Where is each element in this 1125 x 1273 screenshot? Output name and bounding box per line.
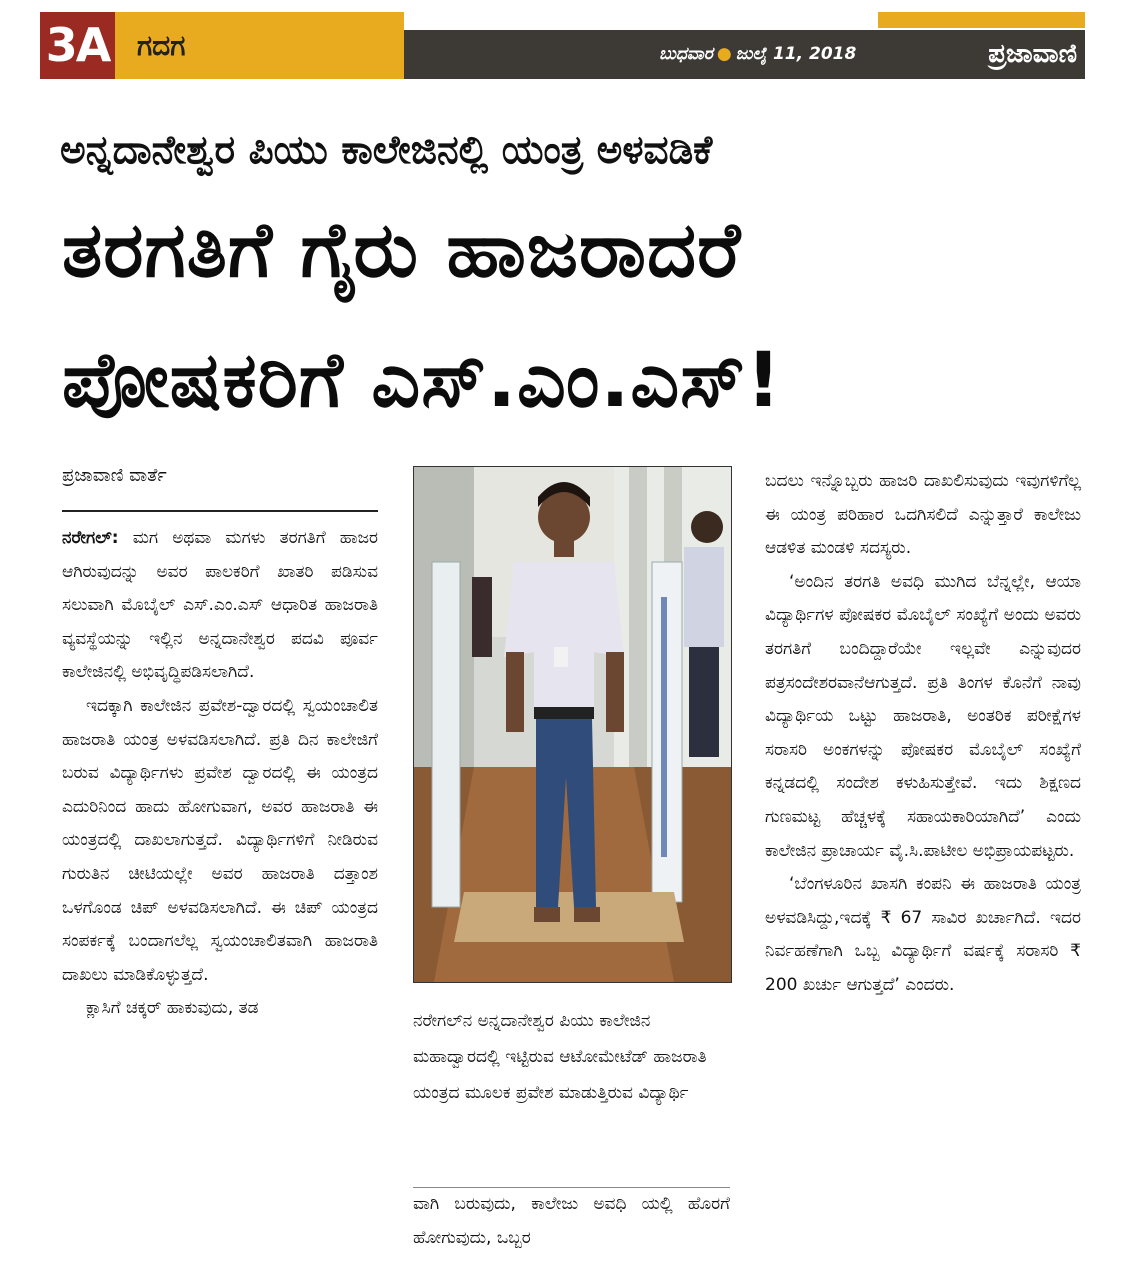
bullet-icon: ● [716,44,732,64]
article-photo [413,466,732,983]
paragraph: ಬದಲು ಇನ್ನೊಬ್ಬರು ಹಾಜರಿ ದಾಖಲಿಸುವುದು ಇವುಗಳಿಗೆಲ್ಲ ಈ ಯಂತ್ರ ಪರಿಹಾರ ಒದಗಿಸಲಿದೆ ಎನ್ನುತ್ತಾರೆ ಕಾಲೇಜು ಆಡಳಿತ ಮಂಡಳಿ ಸದಸ್ಯರು. [765,471,1081,559]
paragraph: ನರೇಗಲ್: ಮಗ ಅಥವಾ ಮಗಳು ತರಗತಿಗೆ ಹಾಜರ ಆಗಿರುವುದನ್ನು ಅವರ ಪಾಲಕರಿಗೆ ಖಾತರಿ ಪಡಿಸುವ ಸಲುವಾಗಿ ಮೊಬೈಲ್ ಎಸ್.ಎಂ.ಎಸ್ ಆಧಾರಿತ ಹಾಜರಾತಿ ವ್ಯವಸ್ಥೆಯನ್ನು ಇಲ್ಲಿನ ಅನ್ನದಾನೇಶ್ವರ ಪದವಿ ಪೂರ್ವ ಕಾಲೇಜಿನಲ್ಲಿ ಅಭಿವೃದ್ಧಿಪಡಿಸಲಾಗಿದೆ. [62,528,378,683]
headline-line-2: ಪೋಷಕರಿಗೆ ಎಸ್‌.ಎಂ.ಎಸ್‌! [62,335,782,424]
newspaper-logo: ಪ್ರಜಾವಾಣಿ [988,39,1077,69]
headline-line-1: ತರಗತಿಗೆ ಗೈರು ಹಾಜರಾದರೆ [62,205,742,294]
header-accent-bar [878,12,1085,28]
byline-divider [62,510,378,512]
section-name: ಗದಗ [115,12,404,79]
issue-date [659,30,856,79]
paragraph: ವಾಗಿ ಬರುವುದು, ಕಾಲೇಜು ಅವಧಿ ಯಲ್ಲಿ ಹೊರಗೆ ಹೋಗುವುದು, ಒಬ್ಬರ [413,1194,730,1248]
dateline: ನರೇಗಲ್: [62,528,119,548]
paragraph: ‘ಅಂದಿನ ತರಗತಿ ಅವಧಿ ಮುಗಿದ ಬೆನ್ನಲ್ಲೇ, ಆಯಾ ವಿದ್ಯಾರ್ಥಿಗಳ ಪೋಷಕರ ಮೊಬೈಲ್ ಸಂಖ್ಯೆಗೆ ಅಂದು ಅವರು ತರಗತಿಗೆ ಬಂದಿದ್ದಾರೆಯೇ ಇಲ್ಲವೇ ಎನ್ನುವುದರ ಪತ್ರಸಂದೇಶರವಾನೆಆಗುತ್ತದೆ. ಪ್ರತಿ ತಿಂಗಳ ಕೊನೆಗೆ ನಾವು ವಿದ್ಯಾರ್ಥಿಯ ಒಟ್ಟು ಹಾಜರಾತಿ, ಅಂತರಿಕ ಪರೀಕ್ಷೆಗಳ ಸರಾಸರಿ ಅಂಕಗಳನ್ನು ಪೋಷಕರ ಮೊಬೈಲ್ ಸಂಖ್ಯೆಗೆ ಕನ್ನಡದಲ್ಲಿ ಸಂದೇಶ ಕಳುಹಿಸುತ್ತೇವೆ. ಇದು ಶಿಕ್ಷಣದ ಗುಣಮಟ್ಟ ಹೆಚ್ಚಳಕ್ಕೆ ಸಹಾಯಕಾರಿಯಾಗಿದೆ’ ಎಂದು ಕಾಲೇಜಿನ ಪ್ರಾಚಾರ್ಯ ವೈ.ಸಿ.ಪಾಟೀಲ ಅಭಿಪ್ರಾಯಪಟ್ಟರು. [765,571,1081,861]
issue-date-text: ಜುಲೈ 11, 2018 [735,44,857,64]
paragraph: ಕ್ಲಾಸಿಗೆ ಚಕ್ಕರ್ ಹಾಕುವುದು, ತಡ [86,998,259,1019]
paragraph: ಇದಕ್ಕಾಗಿ ಕಾಲೇಜಿನ ಪ್ರವೇಶ-ದ್ವಾರದಲ್ಲಿ ಸ್ವಯಂಚಾಲಿತ ಹಾಜರಾತಿ ಯಂತ್ರ ಅಳವಡಿಸಲಾಗಿದೆ. ಪ್ರತಿ ದಿನ ಕಾಲೇಜಿಗೆ ಬರುವ ವಿದ್ಯಾರ್ಥಿಗಳು ಪ್ರವೇಶ ದ್ವಾರದಲ್ಲಿ ಈ ಯಂತ್ರದ ಎದುರಿನಿಂದ ಹಾದು ಹೋಗುವಾಗ, ಅವರ ಹಾಜರಾತಿ ಈ ಯಂತ್ರದಲ್ಲಿ ದಾಖಲಾಗುತ್ತದೆ. ವಿದ್ಯಾರ್ಥಿಗಳಿಗೆ ನೀಡಿರುವ ಗುರುತಿನ ಚೀಟಿಯಲ್ಲೇ ಅವರ ಹಾಜರಾತಿ ದತ್ತಾಂಶ ಒಳಗೊಂಡ ಚಿಪ್ ಅಳವಡಿಸಲಾಗಿದೆ. ಈ ಚಿಪ್ ಯಂತ್ರದ ಸಂಪರ್ಕಕ್ಕೆ ಬಂದಾಗಲೆಲ್ಲ ಸ್ವಯಂಚಾಲಿತವಾಗಿ ಹಾಜರಾತಿ ದಾಖಲು ಮಾಡಿಕೊಳ್ಳುತ್ತದೆ. [62,695,378,985]
header-bar [404,30,1085,79]
article-kicker: ಅನ್ನದಾನೇಶ್ವರ ಪಿಯು ಕಾಲೇಜಿನಲ್ಲಿ ಯಂತ್ರ ಅಳವಡಿಕೆ [60,128,713,173]
student-entering-gate-image [414,467,731,982]
article-column-2 [413,1188,730,1255]
page-header [40,12,1085,79]
paragraph: ‘ಬೆಂಗಳೂರಿನ ಖಾಸಗಿ ಕಂಪನಿ ಈ ಹಾಜರಾತಿ ಯಂತ್ರ ಅಳವಡಿಸಿದ್ದು,ಇದಕ್ಕೆ ₹ 67 ಸಾವಿರ ಖರ್ಚಾಗಿದೆ. ಇದರ ನಿರ್ವಹಣೆಗಾಗಿ ಒಬ್ಬ ವಿದ್ಯಾರ್ಥಿಗೆ ವರ್ಷಕ್ಕೆ ಸರಾಸರಿ ₹ 200 ಖರ್ಚು ಆಗುತ್ತದೆ’ ಎಂದರು. [765,874,1081,995]
article-column-3 [765,465,1081,1003]
issue-day: ಬುಧವಾರ [659,44,713,64]
byline: ಪ್ರಜಾವಾಣಿ ವಾರ್ತೆ [62,465,167,486]
page-number: 3A [40,12,115,79]
article-column-1 [62,522,378,1026]
photo-caption: ನರೇಗಲ್‌ನ ಅನ್ನದಾನೇಶ್ವರ ಪಿಯು ಕಾಲೇಜಿನ ಮಹಾದ್ವಾರದಲ್ಲಿ ಇಟ್ಟಿರುವ ಆಟೋಮೇಟೆಡ್ ಹಾಜರಾತಿ ಯಂತ್ರದ ಮೂಲಕ ಪ್ರವೇಶ ಮಾಡುತ್ತಿರುವ ವಿದ್ಯಾರ್ಥಿ [413,1011,707,1103]
